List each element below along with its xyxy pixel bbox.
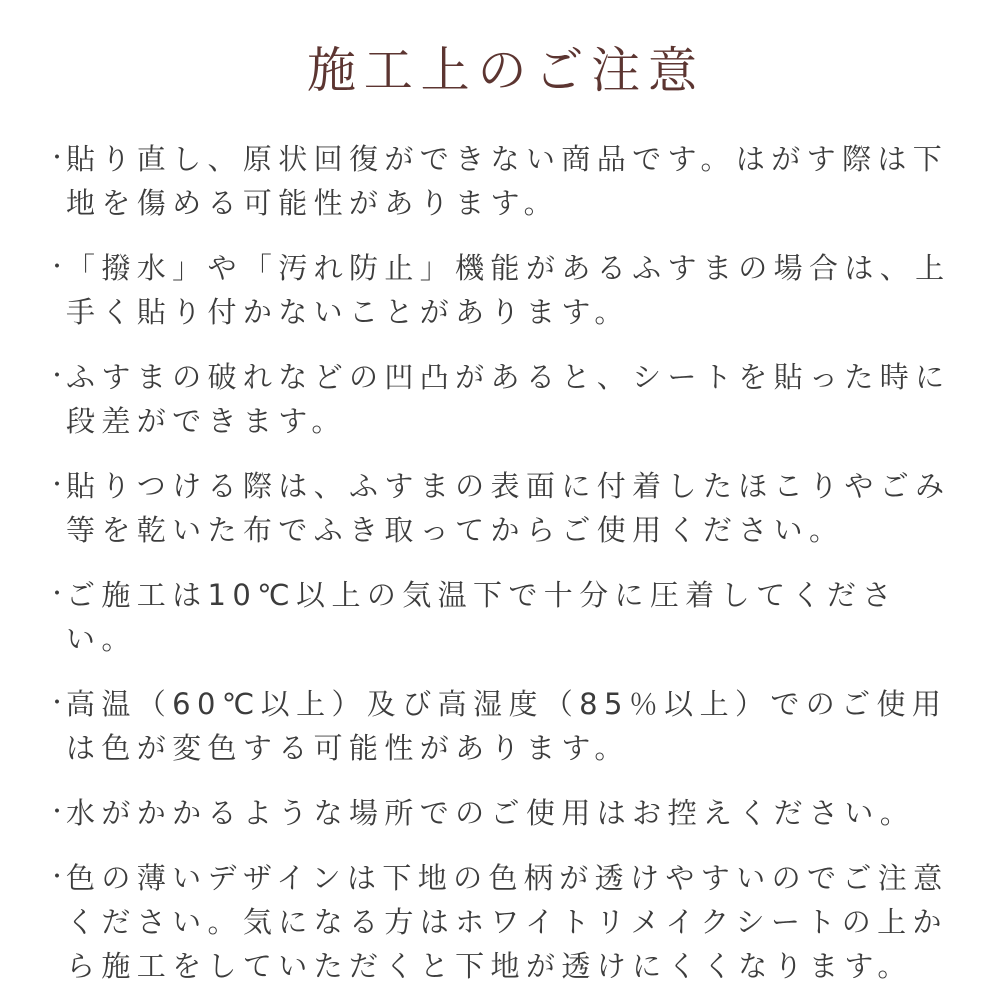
notice-text: ご施工は10℃以上の気温下で十分に圧着してください。 [66,578,898,657]
bullet-marker: ・ [46,146,75,172]
notice-item [46,246,958,334]
notice-text: 高温（60℃以上）及び高湿度（85％以上）でのご使用は色が変色する可能性があります。 [66,687,948,766]
bullet-marker: ・ [46,582,75,608]
bullet-marker: ・ [46,865,75,891]
notice-text: 貼りつける際は、ふすまの表面に付着したほこりやごみ等を乾いた布でふき取ってからご使用ください。 [66,469,951,548]
bullet-marker: ・ [46,691,75,717]
notice-text: 色の薄いデザインは下地の色柄が透けやすいのでご注意ください。気になる方はホワイトリメイクシートの上から施工をしていただくと下地が透けにくくなります。 [66,861,949,984]
bullet-marker: ・ [46,473,75,499]
page-title: 施工上のご注意 [306,42,705,99]
notice-text: 貼り直し、原状回復ができない商品です。はがす際は下地を傷める可能性があります。 [66,142,949,221]
notice-item [46,355,958,443]
notice-item [46,573,958,661]
bullet-marker: ・ [46,364,75,390]
notice-text: 「撥水」や「汚れ防止」機能があるふすまの場合は、上手く貼り付かないことがあります。 [66,251,951,330]
bullet-marker: ・ [46,800,75,826]
notice-item [46,464,958,552]
notice-item [46,682,958,770]
notice-item [46,791,958,835]
notice-text: 水がかかるような場所でのご使用はお控えください。 [66,796,916,831]
notice-text: ふすまの破れなどの凹凸があると、シートを貼った時に段差ができます。 [66,360,951,439]
notice-list [46,137,958,988]
notice-item [46,856,958,988]
bullet-marker: ・ [46,255,75,281]
notice-item [46,137,958,225]
